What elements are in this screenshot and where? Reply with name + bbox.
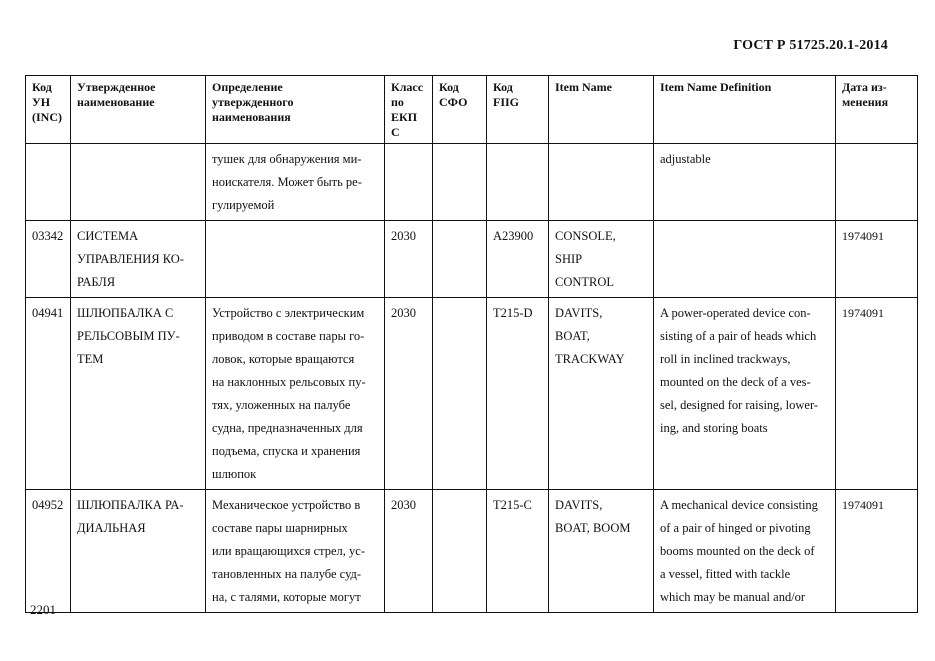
cell-line: roll in inclined trackways, xyxy=(660,352,791,366)
cell-value: T215-C xyxy=(493,498,532,512)
class-cell xyxy=(385,144,433,221)
class-cell xyxy=(385,221,433,298)
cell-value: 03342 xyxy=(32,229,64,243)
cell-line: тях, уложенных на палубе xyxy=(212,398,351,412)
cell-line: шлюпок xyxy=(212,467,257,481)
cell-line: sel, designed for raising, lower- xyxy=(660,398,819,412)
header-line: Определение xyxy=(212,80,283,94)
header-col-item-definition xyxy=(654,76,836,144)
cell-line: Механическое устройство в xyxy=(212,498,361,512)
fiig-cell xyxy=(487,221,549,298)
cell-line: mounted on the deck of a ves- xyxy=(660,375,811,389)
header-col-approved-name xyxy=(71,76,206,144)
table-row xyxy=(26,490,918,613)
cell-value: T215-D xyxy=(493,306,533,320)
cell-line: DAVITS, xyxy=(555,306,603,320)
cell-line: на, с талями, которые могут xyxy=(212,590,361,604)
cell-line: SHIP xyxy=(555,252,583,266)
cell-value: 1974091 xyxy=(842,306,884,320)
cell-line: тановленных на палубе суд- xyxy=(212,567,362,581)
cell-line: ТЕМ xyxy=(77,352,104,366)
cell-value: A23900 xyxy=(493,229,534,243)
header-col-inc xyxy=(26,76,71,144)
header-line: Класс xyxy=(391,80,424,94)
header-row xyxy=(26,76,918,144)
cell-value: 1974091 xyxy=(842,498,884,512)
header-col-item-name xyxy=(549,76,654,144)
header-col-definition xyxy=(206,76,385,144)
header-line: менения xyxy=(842,95,889,109)
header-line: С xyxy=(391,125,400,139)
specification-table xyxy=(25,75,918,613)
cell-value: 2030 xyxy=(391,229,416,243)
header-line: Код xyxy=(32,80,52,94)
header-line: Item Name xyxy=(555,80,612,94)
inc-cell xyxy=(26,144,71,221)
header-line: ЕКП xyxy=(391,110,418,124)
item-definition-cell xyxy=(654,144,836,221)
approved-name-cell xyxy=(71,221,206,298)
document-code: ГОСТ Р 51725.20.1-2014 xyxy=(733,38,888,53)
header-line: утвержденного xyxy=(212,95,294,109)
sfo-cell xyxy=(433,298,487,490)
header-col-fiig xyxy=(487,76,549,144)
cell-line: CONSOLE, xyxy=(555,229,616,243)
approved-name-cell xyxy=(71,490,206,613)
cell-line: sisting of a pair of heads which xyxy=(660,329,817,343)
item-definition-cell xyxy=(654,221,836,298)
table-body xyxy=(26,144,918,613)
header-line: (INC) xyxy=(32,110,62,124)
cell-value: 04941 xyxy=(32,306,64,320)
fiig-cell xyxy=(487,298,549,490)
definition-cell xyxy=(206,298,385,490)
cell-line: of a pair of hinged or pivoting xyxy=(660,521,811,535)
sfo-cell xyxy=(433,490,487,613)
header-line: FIIG xyxy=(493,95,520,109)
cell-line: ШЛЮПБАЛКА РА- xyxy=(77,498,184,512)
table-row xyxy=(26,298,918,490)
inc-cell xyxy=(26,221,71,298)
cell-line: или вращающихся стрел, ус- xyxy=(212,544,365,558)
definition-cell xyxy=(206,221,385,298)
cell-line: Устройство с электрическим xyxy=(212,306,365,320)
cell-line: ШЛЮПБАЛКА С xyxy=(77,306,174,320)
approved-name-cell xyxy=(71,144,206,221)
header-line: по xyxy=(391,95,404,109)
item-name-cell xyxy=(549,221,654,298)
cell-line: ловок, которые вращаются xyxy=(212,352,355,366)
cell-line: УПРАВЛЕНИЯ КО- xyxy=(77,252,184,266)
cell-line: TRACKWAY xyxy=(555,352,625,366)
cell-line: ing, and storing boats xyxy=(660,421,768,435)
date-cell xyxy=(836,221,918,298)
header-line: УН xyxy=(32,95,51,109)
table-row xyxy=(26,221,918,298)
class-cell xyxy=(385,298,433,490)
date-cell xyxy=(836,490,918,613)
inc-cell xyxy=(26,298,71,490)
cell-line: гулируемой xyxy=(212,198,275,212)
definition-cell xyxy=(206,490,385,613)
header-col-date xyxy=(836,76,918,144)
item-name-cell xyxy=(549,298,654,490)
header-line: наименования xyxy=(212,110,291,124)
header-line: Код xyxy=(439,80,459,94)
sfo-cell xyxy=(433,144,487,221)
cell-line: A mechanical device consisting xyxy=(660,498,818,512)
cell-line: приводом в составе пары го- xyxy=(212,329,365,343)
class-cell xyxy=(385,490,433,613)
header-line: Дата из- xyxy=(842,80,887,94)
fiig-cell xyxy=(487,490,549,613)
header-col-class xyxy=(385,76,433,144)
cell-value: 04952 xyxy=(32,498,64,512)
cell-line: which may be manual and/or xyxy=(660,590,806,604)
cell-line: составе пары шарнирных xyxy=(212,521,348,535)
cell-line: CONTROL xyxy=(555,275,615,289)
cell-line: BOAT, BOOM xyxy=(555,521,631,535)
item-name-cell xyxy=(549,144,654,221)
cell-line: booms mounted on the deck of xyxy=(660,544,815,558)
cell-value: 2030 xyxy=(391,306,416,320)
item-definition-cell xyxy=(654,490,836,613)
header-line: Утвержденное xyxy=(77,80,156,94)
date-cell xyxy=(836,144,918,221)
definition-cell xyxy=(206,144,385,221)
cell-line: тушек для обнаружения ми- xyxy=(212,152,362,166)
cell-line: a vessel, fitted with tackle xyxy=(660,567,791,581)
header-col-sfo xyxy=(433,76,487,144)
cell-line: adjustable xyxy=(660,152,711,166)
cell-value: 1974091 xyxy=(842,229,884,243)
cell-line: подъема, спуска и хранения xyxy=(212,444,361,458)
cell-line: ДИАЛЬНАЯ xyxy=(77,521,146,535)
header-line: Код xyxy=(493,80,513,94)
header-line: Item Name Definition xyxy=(660,80,772,94)
cell-line: ноискателя. Может быть ре- xyxy=(212,175,362,189)
fiig-cell xyxy=(487,144,549,221)
table-row xyxy=(26,144,918,221)
cell-line: A power-operated device con- xyxy=(660,306,811,320)
cell-line: BOAT, xyxy=(555,329,590,343)
cell-line: DAVITS, xyxy=(555,498,603,512)
header-line: СФО xyxy=(439,95,468,109)
approved-name-cell xyxy=(71,298,206,490)
cell-line: судна, предназначенных для xyxy=(212,421,363,435)
cell-line: РЕЛЬСОВЫМ ПУ- xyxy=(77,329,180,343)
date-cell xyxy=(836,298,918,490)
header-line: наименование xyxy=(77,95,155,109)
sfo-cell xyxy=(433,221,487,298)
cell-line: СИСТЕМА xyxy=(77,229,139,243)
inc-cell xyxy=(26,490,71,613)
page-number: 2201 xyxy=(30,602,56,617)
item-name-cell xyxy=(549,490,654,613)
cell-line: на наклонных рельсовых пу- xyxy=(212,375,366,389)
cell-line: РАБЛЯ xyxy=(77,275,116,289)
cell-value: 2030 xyxy=(391,498,416,512)
item-definition-cell xyxy=(654,298,836,490)
